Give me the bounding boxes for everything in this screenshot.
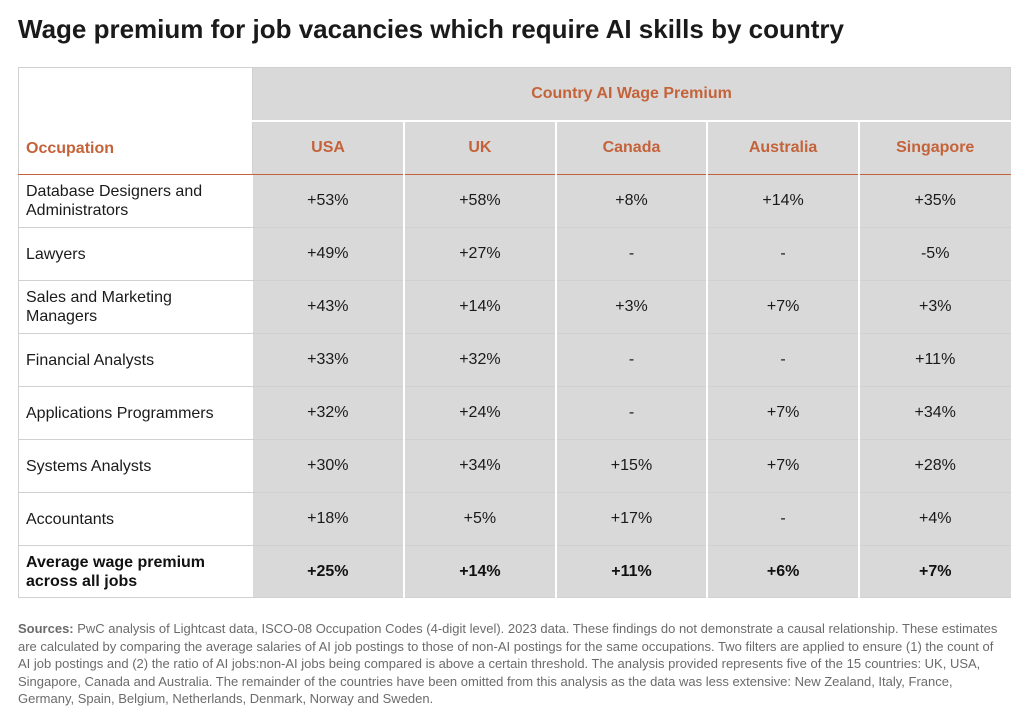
value-cell-usa: +30% [253, 440, 405, 493]
value-cell-uk: +24% [404, 387, 556, 440]
header-group-row [19, 68, 1011, 122]
occupation-label: Applications Programmers [26, 404, 214, 422]
country-header-canada: Canada [556, 121, 708, 175]
sources-text: PwC analysis of Lightcast data, ISCO-08 Occupation Codes (4-digit level). 2023 data. These findings do not demonstrate a causal relationship. These estimates are calculated by comparing the average salaries of AI job postings to those of non-AI postings for the same occupations. Two filters are applied to ensure (1) the count of AI job postings and (2) the ratio of AI jobs:non-AI jobs being compared is above a certain threshold. The analysis provided represents five of the 15 countries: UK, USA, Singapore, Canada and Australia. The remainder of the countries have been omitted from this analysis as the data was less extensive: New Zealand, Italy, France, Germany, Spain, Belgium, Netherlands, Denmark, Norway and Sweden. [18, 621, 998, 706]
table-body [19, 175, 1011, 598]
occupation-cell [19, 493, 253, 546]
value-cell-australia: - [707, 493, 859, 546]
value-cell-canada: +3% [556, 281, 708, 334]
value-cell-uk: +14% [404, 281, 556, 334]
country-header-uk: UK [404, 121, 556, 175]
value-cell-singapore: +35% [859, 175, 1011, 228]
occupation-cell [19, 387, 253, 440]
value-cell-australia: - [707, 228, 859, 281]
value-cell-canada: - [556, 334, 708, 387]
occupation-cell [19, 228, 253, 281]
table-row [19, 334, 1011, 387]
page-title: Wage premium for job vacancies which require AI skills by country [18, 14, 844, 44]
value-cell-canada: +15% [556, 440, 708, 493]
occupation-label: Financial Analysts [26, 351, 155, 369]
value-cell-uk: +32% [404, 334, 556, 387]
occupation-header-cell [19, 68, 253, 175]
table-row [19, 281, 1011, 334]
country-header-australia: Australia [707, 121, 859, 175]
value-cell-canada: +11% [556, 546, 708, 598]
country-header-singapore: Singapore [859, 121, 1011, 175]
table-header [19, 68, 1011, 175]
occupation-header: Occupation [26, 140, 115, 157]
value-cell-singapore: +7% [859, 546, 1011, 598]
value-cell-singapore: +28% [859, 440, 1011, 493]
sources-label: Sources: [18, 621, 74, 636]
table-row [19, 440, 1011, 493]
table-row [19, 493, 1011, 546]
value-cell-usa: +53% [253, 175, 405, 228]
value-cell-singapore: +34% [859, 387, 1011, 440]
value-cell-canada: - [556, 387, 708, 440]
value-cell-australia: +7% [707, 387, 859, 440]
value-cell-australia: +7% [707, 440, 859, 493]
value-cell-uk: +27% [404, 228, 556, 281]
occupation-cell [19, 281, 253, 334]
occupation-label: Lawyers [26, 245, 86, 263]
value-cell-canada: +8% [556, 175, 708, 228]
occupation-label: Systems Analysts [26, 457, 152, 475]
value-cell-usa: +49% [253, 228, 405, 281]
table-row [19, 175, 1011, 228]
wage-premium-table [18, 67, 1011, 598]
occupation-cell [19, 440, 253, 493]
occupation-label: Average wage premium across all jobs [26, 553, 206, 590]
value-cell-singapore: +4% [859, 493, 1011, 546]
value-cell-usa: +25% [253, 546, 405, 598]
occupation-cell [19, 334, 253, 387]
value-cell-uk: +5% [404, 493, 556, 546]
value-cell-singapore: -5% [859, 228, 1011, 281]
value-cell-usa: +33% [253, 334, 405, 387]
country-header-usa: USA [253, 121, 405, 175]
value-cell-australia: +6% [707, 546, 859, 598]
value-cell-usa: +18% [253, 493, 405, 546]
value-cell-canada: +17% [556, 493, 708, 546]
occupation-label: Sales and Marketing Managers [26, 289, 172, 325]
average-row [19, 546, 1011, 598]
occupation-label: Database Designers and Administrators [26, 183, 203, 219]
value-cell-australia: +7% [707, 281, 859, 334]
value-cell-singapore: +11% [859, 334, 1011, 387]
table-row [19, 228, 1011, 281]
value-cell-usa: +43% [253, 281, 405, 334]
value-cell-uk: +14% [404, 546, 556, 598]
sources-note [18, 620, 1008, 708]
value-cell-australia: +14% [707, 175, 859, 228]
value-cell-usa: +32% [253, 387, 405, 440]
value-cell-uk: +58% [404, 175, 556, 228]
value-cell-uk: +34% [404, 440, 556, 493]
value-cell-australia: - [707, 334, 859, 387]
value-cell-singapore: +3% [859, 281, 1011, 334]
country-group-header: Country AI Wage Premium [253, 68, 1011, 122]
value-cell-canada: - [556, 228, 708, 281]
occupation-cell [19, 175, 253, 228]
table-row [19, 387, 1011, 440]
occupation-label: Accountants [26, 510, 115, 528]
occupation-cell [19, 546, 253, 598]
